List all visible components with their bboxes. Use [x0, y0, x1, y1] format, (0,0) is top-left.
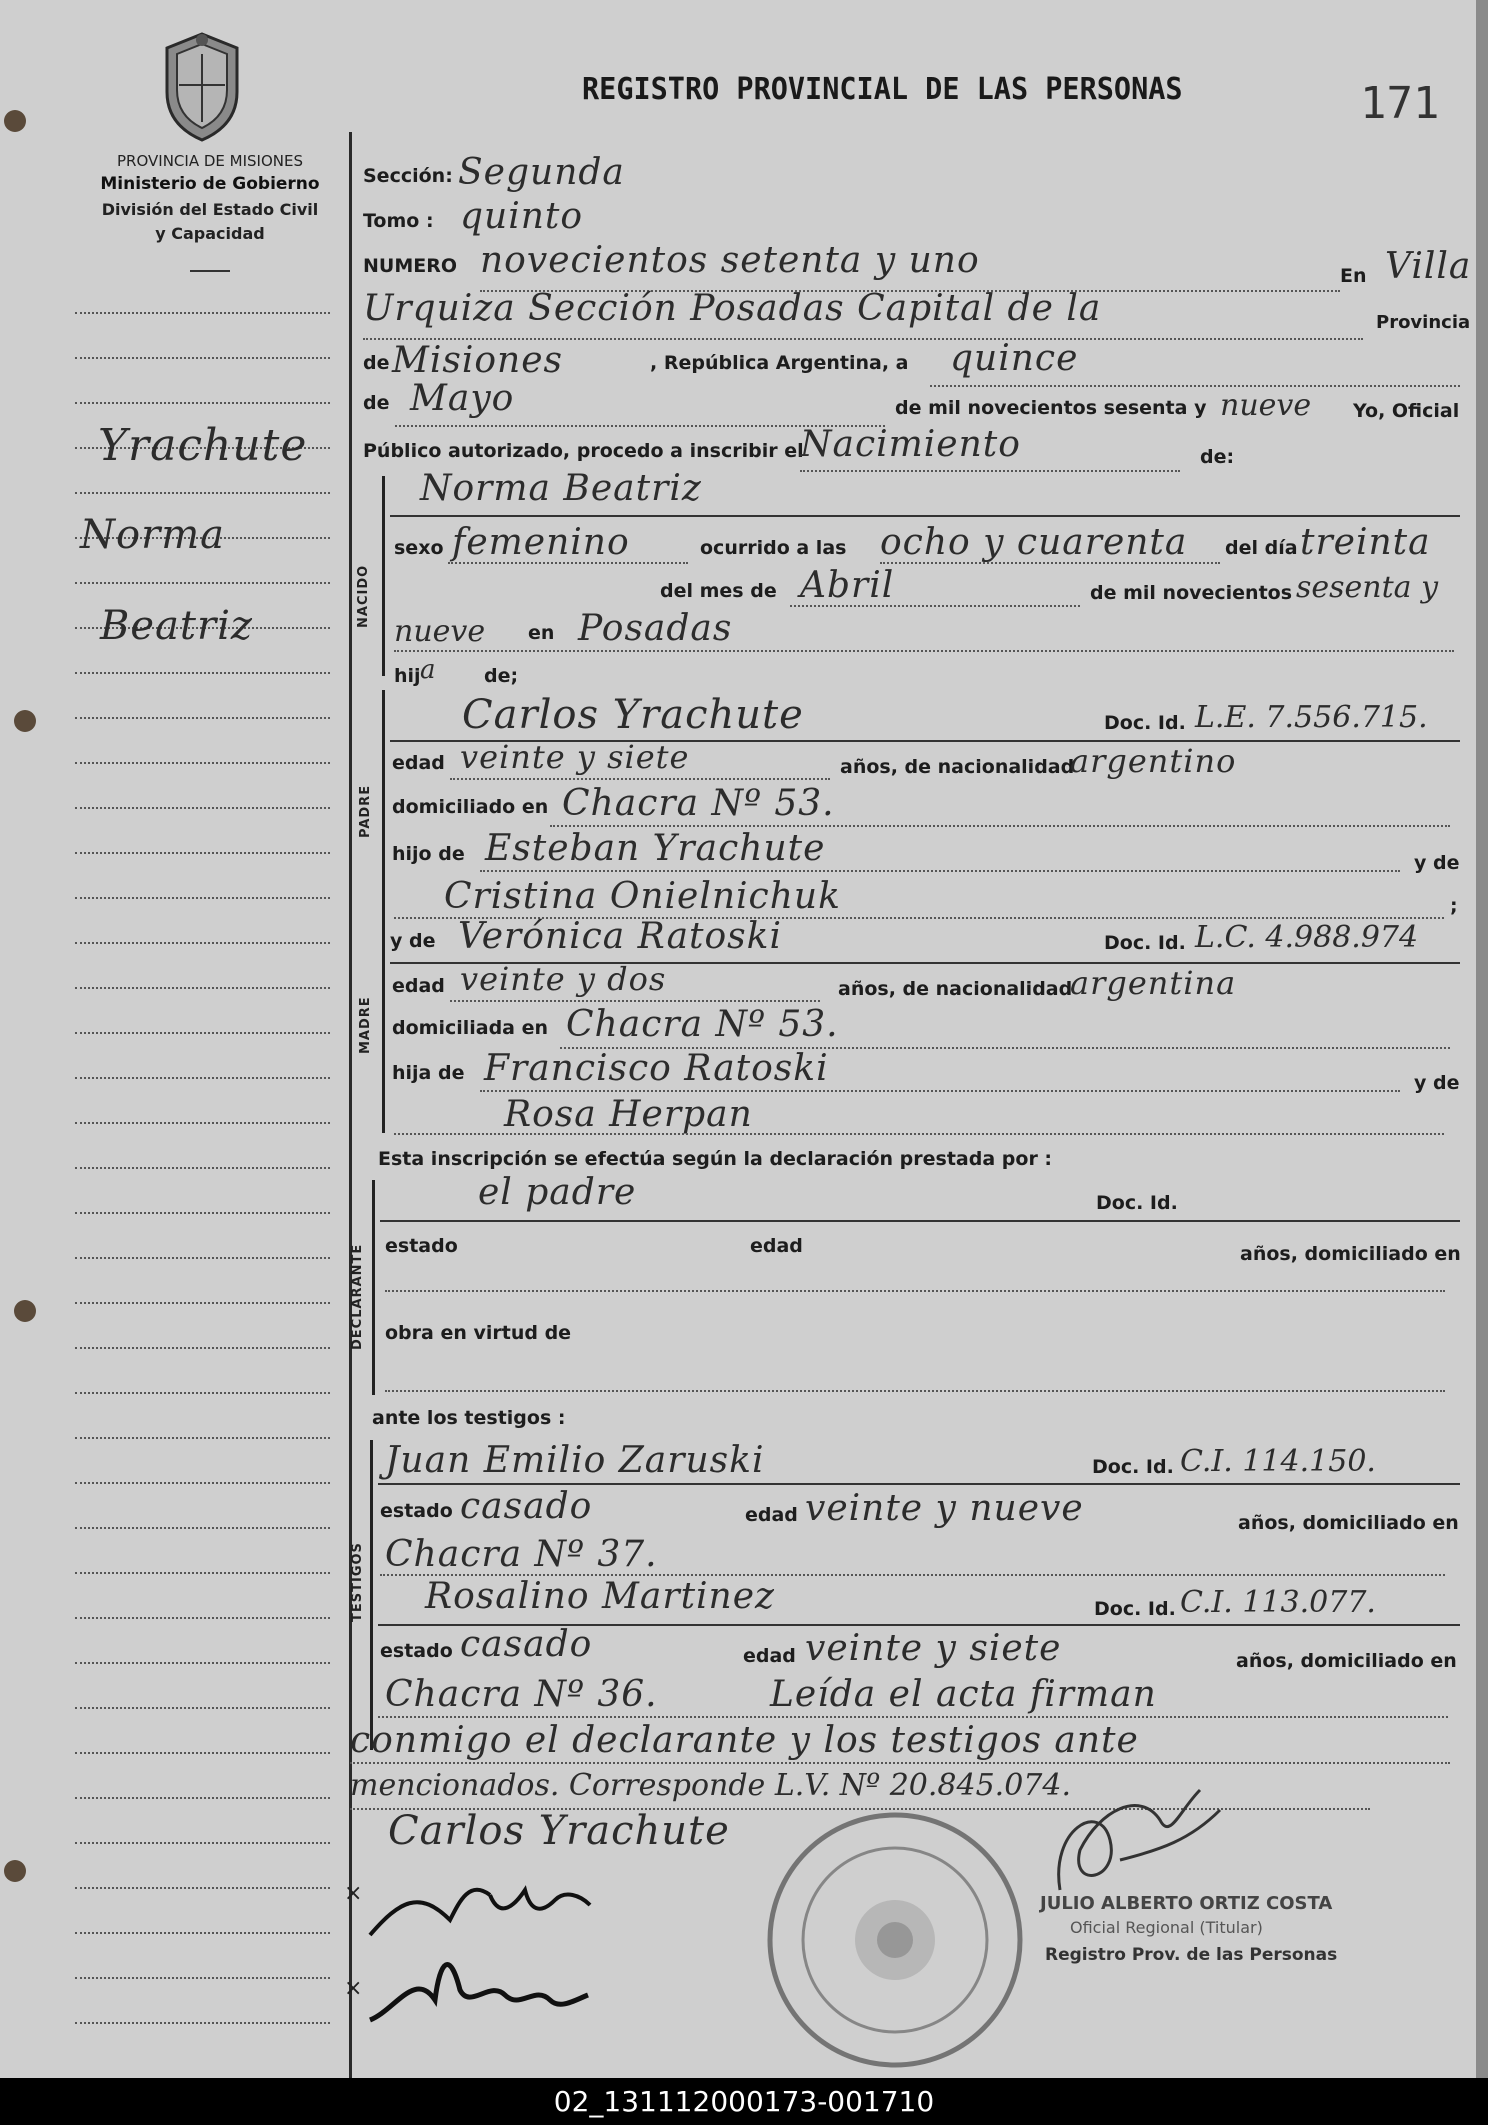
- nacido-en-label: en: [528, 622, 555, 644]
- republica-label: , República Argentina, a: [650, 352, 909, 374]
- document-title: REGISTRO PROVINCIAL DE LAS PERSONAS: [582, 72, 1183, 107]
- margin-rule: [75, 582, 330, 584]
- margin-rule: [75, 1167, 330, 1169]
- margin-rule: [75, 1932, 330, 1934]
- provincia-label: Provincia: [1376, 312, 1471, 333]
- testigo2-nombre: Rosalino Martinez: [425, 1576, 776, 1617]
- testigos-section-label: TESTIGOS: [350, 1542, 365, 1622]
- office-line-1: PROVINCIA DE MISIONES: [117, 152, 303, 170]
- tomo-label: Tomo :: [363, 210, 434, 232]
- en-label: En: [1340, 265, 1367, 287]
- declarante-nombre-line: [380, 1220, 1460, 1222]
- madre-domicilio-value: Chacra Nº 53.: [566, 1004, 839, 1045]
- numero-value: novecientos setenta y uno: [480, 240, 980, 281]
- declarante-edad-label: edad: [750, 1235, 803, 1257]
- testigo2-edad-label: edad: [743, 1645, 796, 1667]
- testigo1-doc-value: C.I. 114.150.: [1180, 1444, 1376, 1479]
- hijo-label: hij: [394, 665, 421, 687]
- page-number: 171: [1360, 78, 1440, 129]
- padre-doc-value: L.E. 7.556.715.: [1195, 700, 1428, 735]
- madre-y-de2-label: y de: [1414, 1072, 1460, 1094]
- testigo1-estado-label: estado: [380, 1500, 453, 1522]
- madre-edad-value: veinte y dos: [460, 960, 667, 998]
- margin-rule: [75, 1842, 330, 1844]
- margin-rule: [75, 1572, 330, 1574]
- margin-rule: [75, 1437, 330, 1439]
- madre-section-label: MADRE: [358, 996, 373, 1054]
- margin-rule: [75, 897, 330, 899]
- coat-of-arms-icon: [157, 30, 247, 145]
- margin-rule: [75, 1617, 330, 1619]
- margin-rule: [75, 2022, 330, 2024]
- margin-second-name: Beatriz: [100, 603, 253, 649]
- margin-rule: [75, 1662, 330, 1664]
- sexo-value: femenino: [452, 522, 630, 563]
- margin-rule: [75, 717, 330, 719]
- madre-doc-value: L.C. 4.988.974: [1195, 920, 1419, 955]
- officer-office: Registro Prov. de las Personas: [1045, 1945, 1338, 1965]
- margin-first-name: Norma: [80, 512, 225, 558]
- svg-text:×: ×: [344, 1881, 363, 1906]
- office-line-4: y Capacidad: [155, 224, 265, 243]
- acto-value: Nacimiento: [800, 424, 1021, 465]
- madre-madre-de-line: [394, 1133, 1444, 1135]
- page-edge: [1476, 0, 1488, 2078]
- margin-rule: [75, 1887, 330, 1889]
- del-mes-label: del mes de: [660, 580, 777, 602]
- madre-nacionalidad-value: argentina: [1070, 964, 1237, 1002]
- testigo1-edad-value: veinte y nueve: [805, 1488, 1084, 1529]
- declarante-firma: Carlos Yrachute: [388, 1808, 730, 1854]
- testigo1-doc-label: Doc. Id.: [1092, 1456, 1174, 1478]
- padre-madre-de-value: Cristina Onielnichuk: [444, 876, 841, 917]
- margin-rule: [75, 1032, 330, 1034]
- margin-rule: [75, 852, 330, 854]
- padre-hijo-de-label: hijo de: [392, 843, 465, 865]
- closing-line-3: mencionados. Corresponde L.V. Nº 20.845.074.: [350, 1768, 1071, 1803]
- padre-padre-de-line: [480, 870, 1400, 872]
- padre-punto-coma: ;: [1450, 895, 1458, 917]
- madre-edad-line: [450, 1000, 820, 1002]
- scan-footer: [0, 2078, 1488, 2125]
- acto-line: [800, 470, 1180, 472]
- declarante-obra-label: obra en virtud de: [385, 1322, 572, 1344]
- nacido-mes-line: [790, 605, 1080, 607]
- nacido-anio-value: sesenta y: [1296, 570, 1439, 605]
- padre-edad-line: [450, 778, 830, 780]
- madre-doc-label: Doc. Id.: [1104, 932, 1186, 954]
- svg-text:×: ×: [344, 1976, 363, 2001]
- madre-nombre-value: Verónica Ratoski: [458, 916, 782, 957]
- padre-doc-label: Doc. Id.: [1104, 712, 1186, 734]
- testigo1-edad-label: edad: [745, 1504, 798, 1526]
- nombre-value: Norma Beatriz: [420, 468, 702, 509]
- margin-rule: [75, 1527, 330, 1529]
- padre-domicilio-line: [550, 825, 1450, 827]
- mil-label: de mil novecientos sesenta y: [895, 397, 1207, 419]
- madre-edad-label: edad: [392, 975, 445, 997]
- padre-edad-label: edad: [392, 752, 445, 774]
- padre-y-de-label: y de: [1414, 852, 1460, 874]
- closing-line-1: Leída el acta firman: [770, 1674, 1157, 1715]
- declarante-doc-label: Doc. Id.: [1096, 1192, 1178, 1214]
- margin-rule: [75, 672, 330, 674]
- hijo-de-label: de;: [484, 665, 519, 687]
- testigo2-anios-label: años, domiciliado en: [1236, 1650, 1457, 1672]
- closing-line-2: conmigo el declarante y los testigos ante: [350, 1720, 1139, 1761]
- padre-domicilio-label: domiciliado en: [392, 796, 549, 818]
- declarante-estado-label: estado: [385, 1235, 458, 1257]
- witness-signature-2-icon: [340, 1940, 600, 2040]
- margin-rule: [75, 402, 330, 404]
- padre-padre-de-value: Esteban Yrachute: [485, 828, 826, 869]
- margin-rule: [75, 1257, 330, 1259]
- del-dia-label: del día: [1225, 537, 1298, 559]
- en-value: Villa: [1385, 246, 1472, 287]
- testigo2-domicilio: Chacra Nº 36.: [385, 1674, 658, 1715]
- testigo1-estado-value: casado: [460, 1486, 593, 1527]
- hora-value: ocho y cuarenta: [880, 522, 1188, 563]
- margin-rule: [75, 1302, 330, 1304]
- declarante-obra-line: [385, 1390, 1445, 1392]
- testigo2-edad-value: veinte y siete: [805, 1628, 1062, 1669]
- declarante-estado-line: [385, 1290, 1445, 1292]
- padre-section-label: PADRE: [358, 784, 373, 838]
- margin-rule: [75, 1122, 330, 1124]
- mes-value: Mayo: [410, 378, 515, 419]
- margin-rule: [75, 1707, 330, 1709]
- margin-surname: Yrachute: [98, 420, 308, 471]
- nacido-anio2-value: nueve: [394, 614, 486, 649]
- padre-edad-value: veinte y siete: [460, 738, 690, 776]
- file-id: 02_131112000173-001710: [553, 2085, 935, 2118]
- margin-rule: [75, 312, 330, 314]
- nacido-mes-value: Abril: [800, 565, 895, 606]
- binding-hole-top: [4, 110, 26, 132]
- testigo1-domicilio: Chacra Nº 37.: [385, 1534, 658, 1575]
- sexo-line: [448, 562, 688, 564]
- seccion-value: Segunda: [458, 152, 625, 193]
- binding-hole-lower: [14, 1300, 36, 1322]
- nacido-dia-value: treinta: [1300, 522, 1431, 563]
- publico-label: Público autorizado, procedo a inscribir el: [363, 440, 804, 462]
- lugar-value: Posadas: [578, 608, 733, 649]
- hora-line: [880, 562, 1220, 564]
- declaracion-intro: Esta inscripción se efectúa según la declaración prestada por :: [378, 1148, 1053, 1170]
- margin-rule: [75, 942, 330, 944]
- madre-padre-de-line: [480, 1090, 1400, 1092]
- de3-label: de:: [1200, 446, 1235, 468]
- official-stamp-icon: [755, 1800, 1035, 2078]
- testigo2-estado-value: casado: [460, 1624, 593, 1665]
- madre-anios-label: años, de nacionalidad: [838, 978, 1073, 1000]
- margin-rule: [75, 1212, 330, 1214]
- dia-value: quince: [950, 338, 1079, 379]
- closing-line-2-rule: [350, 1762, 1450, 1764]
- binding-hole-upper: [14, 710, 36, 732]
- padre-domicilio-value: Chacra Nº 53.: [562, 783, 835, 824]
- margin-rule: [75, 807, 330, 809]
- margin-rule: [75, 1752, 330, 1754]
- padre-anios-label: años, de nacionalidad: [840, 756, 1075, 778]
- testigo2-doc-value: C.I. 113.077.: [1180, 1585, 1376, 1620]
- nacido-mil-label: de mil novecientos: [1090, 582, 1293, 604]
- padre-nacionalidad-value: argentino: [1070, 742, 1237, 780]
- margin-rule: [75, 357, 330, 359]
- testigos-intro: ante los testigos :: [372, 1407, 566, 1429]
- anio-value: nueve: [1220, 388, 1312, 423]
- witness-signature-1-icon: [340, 1860, 600, 1950]
- testigo1-anios-label: años, domiciliado en: [1238, 1512, 1459, 1534]
- margin-rule: [75, 987, 330, 989]
- officer-role: Oficial Regional (Titular): [1070, 1918, 1263, 1937]
- declarante-section-label: DECLARANTE: [350, 1243, 365, 1350]
- margin-rule: [75, 1392, 330, 1394]
- nombre-line: [390, 515, 1460, 517]
- madre-y-de-label: y de: [390, 930, 436, 952]
- nacido-section-label: NACIDO: [356, 564, 371, 628]
- testigo2-doc-label: Doc. Id.: [1094, 1598, 1176, 1620]
- margin-rule: [75, 1977, 330, 1979]
- madre-madre-de-value: Rosa Herpan: [504, 1094, 753, 1135]
- margin-rule: [75, 1347, 330, 1349]
- margin-rule: [75, 762, 330, 764]
- de-label: de: [363, 352, 390, 374]
- oficial-label: Yo, Oficial: [1353, 400, 1460, 422]
- provincia-value: Misiones: [392, 340, 564, 381]
- hijo-value: a: [420, 655, 436, 685]
- fecha-line: [930, 385, 1460, 387]
- officer-name: JULIO ALBERTO ORTIZ COSTA: [1040, 1893, 1333, 1914]
- testigo2-estado-label: estado: [380, 1640, 453, 1662]
- margin-rule: [75, 492, 330, 494]
- sexo-label: sexo: [394, 537, 444, 559]
- closing-line-1-rule: [378, 1716, 1448, 1718]
- tomo-value: quinto: [460, 196, 584, 237]
- office-divider: [190, 270, 230, 272]
- margin-rule: [75, 1077, 330, 1079]
- office-line-2: Ministerio de Gobierno: [100, 174, 320, 194]
- numero-label: NUMERO: [363, 255, 457, 277]
- madre-padre-de-value: Francisco Ratoski: [484, 1048, 829, 1089]
- binding-hole-bottom: [4, 1860, 26, 1882]
- margin-rule: [75, 1482, 330, 1484]
- localidad-value: Urquiza Sección Posadas Capital de la: [363, 288, 1102, 329]
- testigo1-nombre-line: [378, 1483, 1460, 1485]
- declarante-nombre-value: el padre: [478, 1172, 637, 1213]
- lugar-line: [394, 650, 1454, 652]
- office-line-3: División del Estado Civil: [101, 200, 319, 219]
- madre-hija-de-label: hija de: [392, 1062, 465, 1084]
- declarante-anios-label: años, domiciliado en: [1240, 1243, 1461, 1265]
- seccion-label: Sección:: [363, 165, 453, 187]
- margin-rule: [75, 1797, 330, 1799]
- de2-label: de: [363, 392, 390, 414]
- padre-nombre-value: Carlos Yrachute: [462, 692, 804, 738]
- madre-domicilio-label: domiciliada en: [392, 1017, 549, 1039]
- ocurrido-label: ocurrido a las: [700, 537, 847, 559]
- testigo1-nombre: Juan Emilio Zaruski: [385, 1440, 765, 1481]
